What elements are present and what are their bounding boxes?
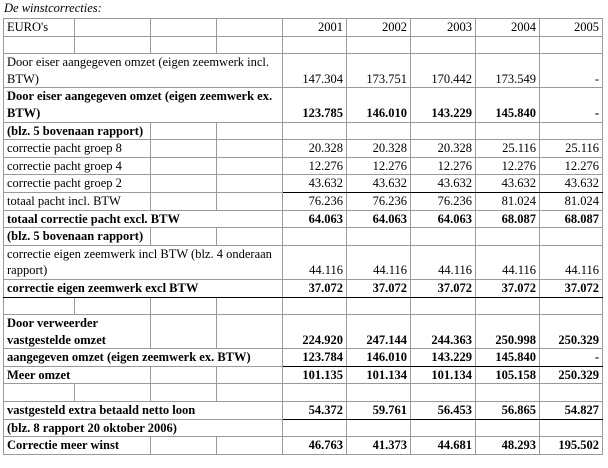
empty-cell — [217, 437, 283, 455]
value-cell-2001 — [283, 297, 347, 315]
value-cell-2003: 44.681 — [411, 437, 476, 455]
table-row — [4, 54, 603, 88]
value-cell-2005: 81.024 — [540, 192, 603, 210]
value-cell-2003: 244.363 — [411, 315, 476, 349]
table-row — [4, 228, 603, 246]
value-cell-2005 — [540, 297, 603, 315]
value-cell-2005: 54.827 — [540, 402, 603, 420]
value-cell-2002: 41.373 — [347, 437, 411, 455]
value-cell-2001: 46.763 — [283, 437, 347, 455]
value-cell-2004: 105.158 — [476, 366, 540, 384]
row-label: aangegeven omzet (eigen zeemwerk ex. BTW) — [4, 349, 283, 367]
year-header: 2001 — [283, 19, 347, 37]
value-cell-2002 — [347, 384, 411, 402]
value-cell-2003: 143.229 — [411, 349, 476, 367]
value-cell-2004: 43.632 — [476, 175, 540, 193]
value-cell-2002: 76.236 — [347, 192, 411, 210]
value-cell-2005 — [540, 419, 603, 437]
row-label: correctie pacht groep 8 — [4, 140, 151, 158]
table-row — [4, 88, 603, 122]
row-label — [4, 384, 75, 402]
row-label — [4, 297, 75, 315]
value-cell-2004: 145.840 — [476, 88, 540, 122]
value-cell-2004: 12.276 — [476, 157, 540, 175]
value-cell-2001: 76.236 — [283, 192, 347, 210]
row-label — [4, 36, 75, 54]
table-row — [4, 437, 603, 455]
value-cell-2001: 123.784 — [283, 349, 347, 367]
table-row — [4, 315, 603, 349]
value-cell-2005: - — [540, 349, 603, 367]
value-cell-2002 — [347, 419, 411, 437]
value-cell-2002: 20.328 — [347, 140, 411, 158]
empty-cell — [75, 19, 151, 37]
value-cell-2002: 44.116 — [347, 245, 411, 279]
value-cell-2003: 12.276 — [411, 157, 476, 175]
value-cell-2005 — [540, 228, 603, 246]
row-label: (blz. 8 rapport 20 oktober 2006) — [4, 419, 283, 437]
value-cell-2005: 25.116 — [540, 140, 603, 158]
value-cell-2001: 224.920 — [283, 315, 347, 349]
empty-cell — [217, 366, 283, 384]
row-label: correctie pacht groep 4 — [4, 157, 151, 175]
value-cell-2004: 145.840 — [476, 349, 540, 367]
value-cell-2003: 170.442 — [411, 54, 476, 88]
empty-cell — [151, 315, 217, 349]
value-cell-2003: 56.453 — [411, 402, 476, 420]
empty-cell — [217, 175, 283, 193]
value-cell-2001: 37.072 — [283, 279, 347, 297]
value-cell-2004: 44.116 — [476, 245, 540, 279]
value-cell-2002: 101.134 — [347, 366, 411, 384]
value-cell-2002 — [347, 297, 411, 315]
value-cell-2005: 37.072 — [540, 279, 603, 297]
value-cell-2001 — [283, 419, 347, 437]
value-cell-2003 — [411, 297, 476, 315]
value-cell-2003: 44.116 — [411, 245, 476, 279]
empty-cell — [151, 297, 217, 315]
value-cell-2004: 56.865 — [476, 402, 540, 420]
year-header: 2004 — [476, 19, 540, 37]
value-cell-2002: 146.010 — [347, 88, 411, 122]
value-cell-2005: 12.276 — [540, 157, 603, 175]
value-cell-2004: 68.087 — [476, 210, 540, 228]
value-cell-2003: 101.134 — [411, 366, 476, 384]
empty-cell — [217, 157, 283, 175]
table-row — [4, 402, 603, 420]
empty-cell — [151, 175, 217, 193]
value-cell-2001 — [283, 122, 347, 140]
empty-cell — [151, 192, 217, 210]
value-cell-2004: 81.024 — [476, 192, 540, 210]
value-cell-2004: 25.116 — [476, 140, 540, 158]
value-cell-2001: 147.304 — [283, 54, 347, 88]
value-cell-2003: 64.063 — [411, 210, 476, 228]
table-row — [4, 279, 603, 297]
table-row — [4, 157, 603, 175]
empty-cell — [75, 297, 151, 315]
row-label: Meer omzet — [4, 366, 151, 384]
row-label: correctie eigen zeemwerk excl BTW — [4, 279, 283, 297]
header-row — [4, 19, 603, 37]
row-label: Door eiser aangegeven omzet (eigen zeemwerk ex. BTW) — [4, 88, 283, 122]
row-label: (blz. 5 bovenaan rapport) — [4, 122, 151, 140]
empty-cell — [217, 140, 283, 158]
empty-cell — [217, 315, 283, 349]
value-cell-2005: 68.087 — [540, 210, 603, 228]
spacer-row — [4, 297, 603, 315]
value-cell-2001: 12.276 — [283, 157, 347, 175]
value-cell-2005: 44.116 — [540, 245, 603, 279]
table-row — [4, 192, 603, 210]
value-cell-2003: 76.236 — [411, 192, 476, 210]
value-cell-2004 — [476, 122, 540, 140]
row-label: vastgesteld extra betaald netto loon — [4, 402, 283, 420]
empty-cell — [75, 384, 151, 402]
value-cell-2003 — [411, 384, 476, 402]
table-row — [4, 366, 603, 384]
value-cell-2002: 247.144 — [347, 315, 411, 349]
empty-cell — [217, 19, 283, 37]
value-cell-2004 — [476, 384, 540, 402]
empty-cell — [217, 297, 283, 315]
header-label: EURO's — [4, 19, 75, 37]
row-label: Door eiser aangegeven omzet (eigen zeemwerk incl. BTW) — [4, 54, 283, 88]
value-cell-2002: 12.276 — [347, 157, 411, 175]
value-cell-2004: 48.293 — [476, 437, 540, 455]
value-cell-2001 — [283, 228, 347, 246]
value-cell-2005: 43.632 — [540, 175, 603, 193]
value-cell-2005: - — [540, 54, 603, 88]
section-title: De winstcorrecties: — [4, 1, 102, 15]
value-cell-2003: 37.072 — [411, 279, 476, 297]
row-label: totaal pacht incl. BTW — [4, 192, 151, 210]
value-cell-2001: 64.063 — [283, 210, 347, 228]
empty-cell — [217, 192, 283, 210]
empty-cell — [151, 140, 217, 158]
value-cell-2001: 101.135 — [283, 366, 347, 384]
value-cell-2001: 44.116 — [283, 245, 347, 279]
value-cell-2001: 43.632 — [283, 175, 347, 193]
table-row — [4, 210, 603, 228]
spacer-row — [4, 384, 603, 402]
row-label: Door verweerder vastgestelde omzet — [4, 315, 151, 349]
value-cell-2003: 43.632 — [411, 175, 476, 193]
value-cell-2001 — [283, 36, 347, 54]
year-header: 2003 — [411, 19, 476, 37]
value-cell-2002 — [347, 36, 411, 54]
value-cell-2005 — [540, 122, 603, 140]
value-cell-2004 — [476, 297, 540, 315]
row-label: correctie pacht groep 2 — [4, 175, 151, 193]
empty-cell — [151, 19, 217, 37]
value-cell-2004: 173.549 — [476, 54, 540, 88]
year-header: 2005 — [540, 19, 603, 37]
year-header: 2002 — [347, 19, 411, 37]
spacer-row — [4, 36, 603, 54]
empty-cell — [151, 228, 217, 246]
value-cell-2005: - — [540, 88, 603, 122]
value-cell-2001 — [283, 384, 347, 402]
value-cell-2005: 250.329 — [540, 366, 603, 384]
value-cell-2004 — [476, 228, 540, 246]
value-cell-2002 — [347, 122, 411, 140]
value-cell-2005: 250.329 — [540, 315, 603, 349]
value-cell-2004: 37.072 — [476, 279, 540, 297]
value-cell-2001: 123.785 — [283, 88, 347, 122]
empty-cell — [75, 36, 151, 54]
value-cell-2004 — [476, 36, 540, 54]
value-cell-2002: 64.063 — [347, 210, 411, 228]
empty-cell — [151, 384, 217, 402]
row-label: totaal correctie pacht excl. BTW — [4, 210, 283, 228]
profit-corrections-table — [3, 18, 603, 455]
empty-cell — [151, 122, 217, 140]
value-cell-2003: 20.328 — [411, 140, 476, 158]
value-cell-2004: 250.998 — [476, 315, 540, 349]
table-row — [4, 419, 603, 437]
value-cell-2005 — [540, 36, 603, 54]
row-label: correctie eigen zeemwerk incl BTW (blz. 4 onderaan rapport) — [4, 245, 283, 279]
table-row — [4, 175, 603, 193]
empty-cell — [217, 228, 283, 246]
value-cell-2002: 37.072 — [347, 279, 411, 297]
value-cell-2002: 146.010 — [347, 349, 411, 367]
value-cell-2001: 20.328 — [283, 140, 347, 158]
value-cell-2005: 195.502 — [540, 437, 603, 455]
value-cell-2002: 173.751 — [347, 54, 411, 88]
empty-cell — [151, 437, 217, 455]
value-cell-2001: 54.372 — [283, 402, 347, 420]
table-row — [4, 140, 603, 158]
table-row — [4, 122, 603, 140]
empty-cell — [217, 36, 283, 54]
value-cell-2002: 43.632 — [347, 175, 411, 193]
empty-cell — [217, 384, 283, 402]
table-row — [4, 349, 603, 367]
value-cell-2003 — [411, 122, 476, 140]
value-cell-2003 — [411, 419, 476, 437]
row-label: (blz. 5 bovenaan rapport) — [4, 228, 151, 246]
value-cell-2002 — [347, 228, 411, 246]
empty-cell — [151, 366, 217, 384]
row-label: Correctie meer winst — [4, 437, 151, 455]
value-cell-2004 — [476, 419, 540, 437]
value-cell-2003 — [411, 36, 476, 54]
table-row — [4, 245, 603, 279]
value-cell-2003: 143.229 — [411, 88, 476, 122]
value-cell-2002: 59.761 — [347, 402, 411, 420]
empty-cell — [151, 157, 217, 175]
value-cell-2005 — [540, 384, 603, 402]
value-cell-2003 — [411, 228, 476, 246]
empty-cell — [217, 122, 283, 140]
empty-cell — [151, 36, 217, 54]
